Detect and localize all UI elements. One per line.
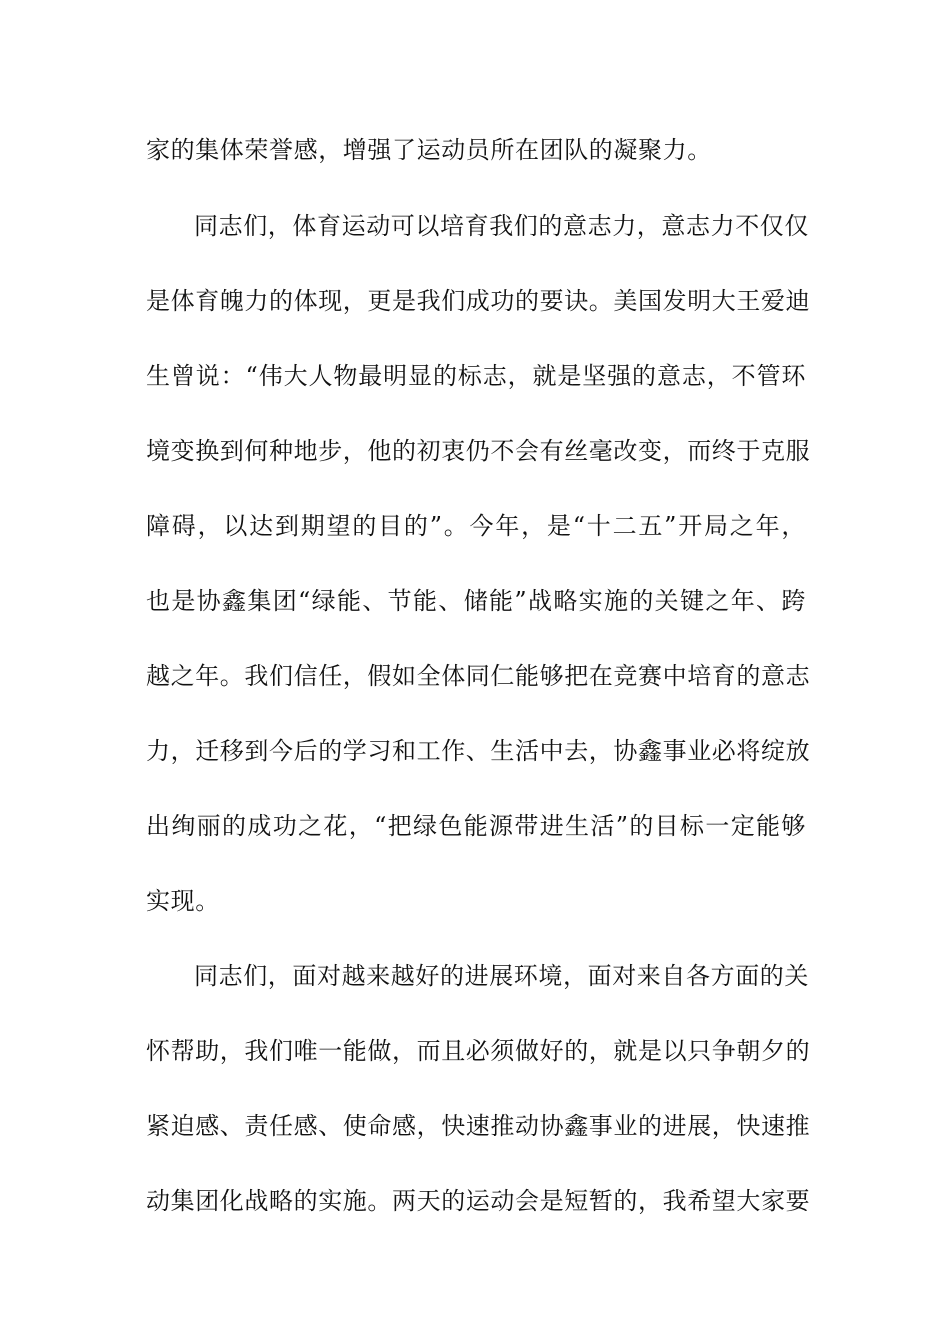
text-line: 出绚丽的成功之花，“把绿色能源带进生活”的目标一定能够 xyxy=(146,812,806,840)
text-line: 动集团化战略的实施。两天的运动会是短暂的，我希望大家要 xyxy=(146,1187,811,1215)
text-line: 力，迁移到今后的学习和工作、生活中去，协鑫事业必将绽放 xyxy=(146,737,811,765)
paragraph-start-line: 同志们，面对越来越好的进展环境，面对来自各方面的关 xyxy=(194,962,809,990)
text-line: 家的集体荣誉感，增强了运动员所在团队的凝聚力。 xyxy=(146,136,712,164)
text-line: 生曾说：“伟大人物最明显的标志，就是坚强的意志，不管环 xyxy=(146,362,806,390)
text-line: 境变换到何种地步，他的初衷仍不会有丝毫改变，而终于克服 xyxy=(146,437,811,465)
text-line: 实现。 xyxy=(146,887,220,915)
text-line: 也是协鑫集团“绿能、节能、储能”战略实施的关键之年、跨 xyxy=(146,587,806,615)
text-line: 越之年。我们信任，假如全体同仁能够把在竞赛中培育的意志 xyxy=(146,662,811,690)
text-line: 障碍，以达到期望的目的”。今年，是“十二五”开局之年， xyxy=(146,512,806,540)
text-line: 是体育魄力的体现，更是我们成功的要诀。美国发明大王爱迪 xyxy=(146,287,811,315)
text-line: 紧迫感、责任感、使命感，快速推动协鑫事业的进展，快速推 xyxy=(146,1112,811,1140)
text-line: 怀帮助，我们唯一能做，而且必须做好的，就是以只争朝夕的 xyxy=(146,1037,811,1065)
paragraph-start-line: 同志们，体育运动可以培育我们的意志力，意志力不仅仅 xyxy=(194,212,809,240)
